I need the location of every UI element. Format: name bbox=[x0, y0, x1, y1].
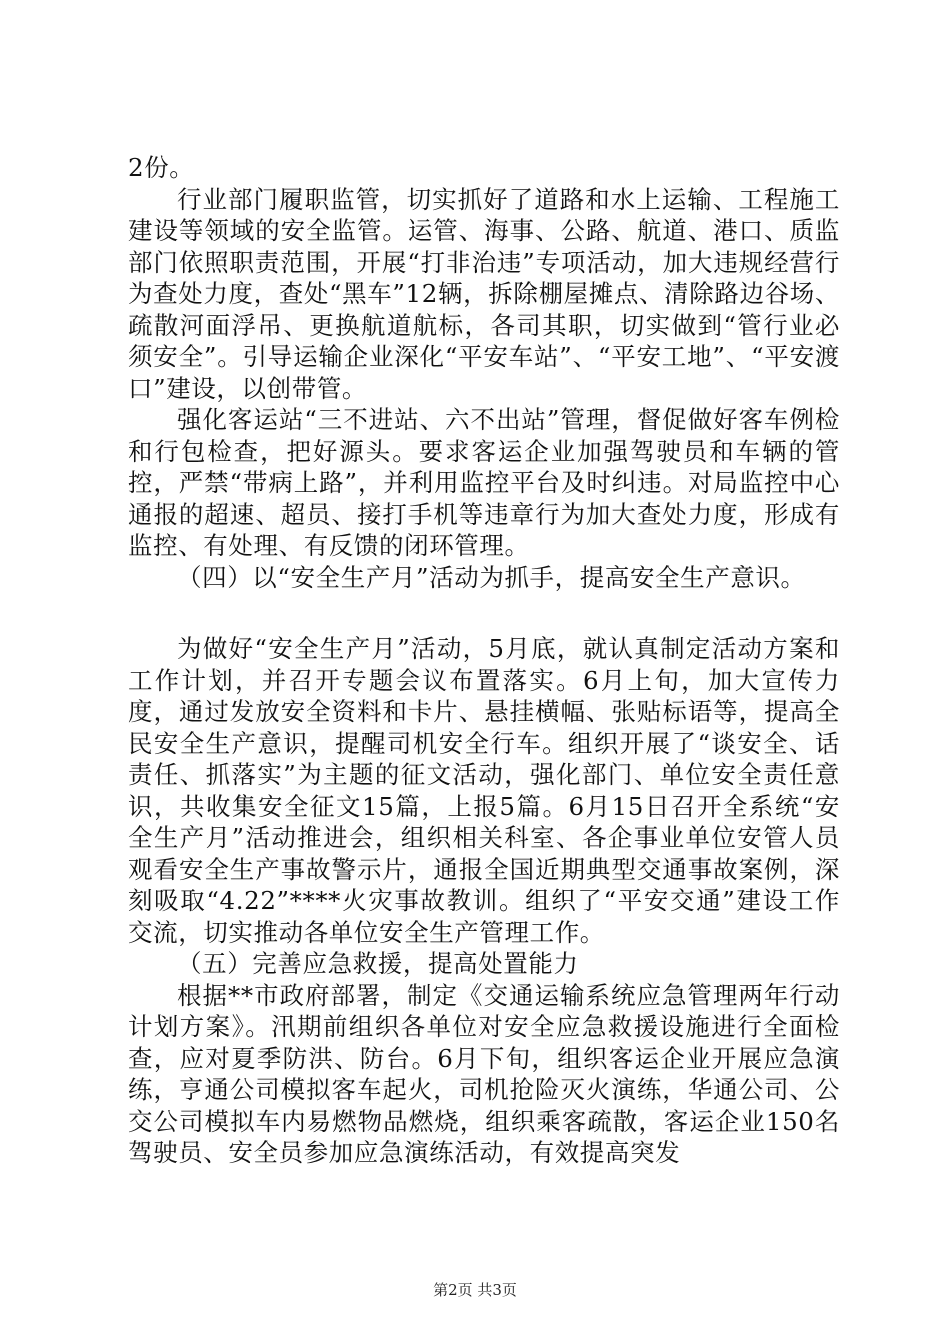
spacer bbox=[128, 593, 840, 633]
paragraph-industry-supervision: 行业部门履职监管，切实抓好了道路和水上运输、工程施工建设等领域的安全监管。运管、海事、公路、航道、港口、质监部门依照职责范围，开展“打非治违”专项活动，加大违规经营行为查处力度，查处“黑车”12辆，拆除棚屋摊点、清除路边谷场、疏散河面浮吊、更换航道航标，各司其职，切实做到“管行业必须安全”。引导运输企业深化“平安车站”、“平安工地”、“平安渡口”建设，以创带管。 bbox=[128, 184, 840, 403]
paragraph-emergency-response: 根据**市政府部署，制定《交通运输系统应急管理两年行动计划方案》。汛期前组织各单位对安全应急救援设施进行全面检查，应对夏季防洪、防台。6月下旬，组织客运企业开展应急演练，亨通公司模拟客车起火，司机抢险灭火演练，华通公司、公交公司模拟车内易燃物品燃烧，组织乘客疏散，客运企业150名驾驶员、安全员参加应急演练活动，有效提高突发 bbox=[128, 980, 840, 1167]
paragraph-passenger-station: 强化客运站“三不进站、六不出站”管理，督促做好客车例检和行包检查，把好源头。要求客运企业加强驾驶员和车辆的管控，严禁“带病上路”，并利用监控平台及时纠违。对局监控中心通报的超速、超员、接打手机等违章行为加大查处力度，形成有监控、有处理、有反馈的闭环管理。 bbox=[128, 405, 840, 560]
section-heading-5: （五）完善应急救援，提高处置能力 bbox=[177, 949, 579, 978]
paragraph-safety-month: 为做好“安全生产月”活动，5月底，就认真制定活动方案和工作计划，并召开专题会议布置落实。6月上旬，加大宣传力度，通过发放安全资料和卡片、悬挂横幅、张贴标语等，提高全民安全生产意识，提醒司机安全行车。组织开展了“谈安全、话责任、抓落实”为主题的征文活动，强化部门、单位安全责任意识，共收集安全征文15篇，上报5篇。6月15日召开全系统“安全生产月”活动推进会，组织相关科室、各企事业单位安管人员观看安全生产事故警示片，通报全国近期典型交通事故案例，深刻吸取“4.22”****火灾事故教训。组织了“平安交通”建设工作交流，切实推动各单位安全生产管理工作。 bbox=[128, 634, 840, 947]
paragraph-continuation: 2份。 bbox=[128, 153, 195, 182]
section-heading-4: （四）以“安全生产月”活动为抓手，提高安全生产意识。 bbox=[177, 562, 806, 592]
page-footer: 第2页 共3页 bbox=[433, 1281, 517, 1299]
document-body bbox=[128, 152, 840, 1169]
